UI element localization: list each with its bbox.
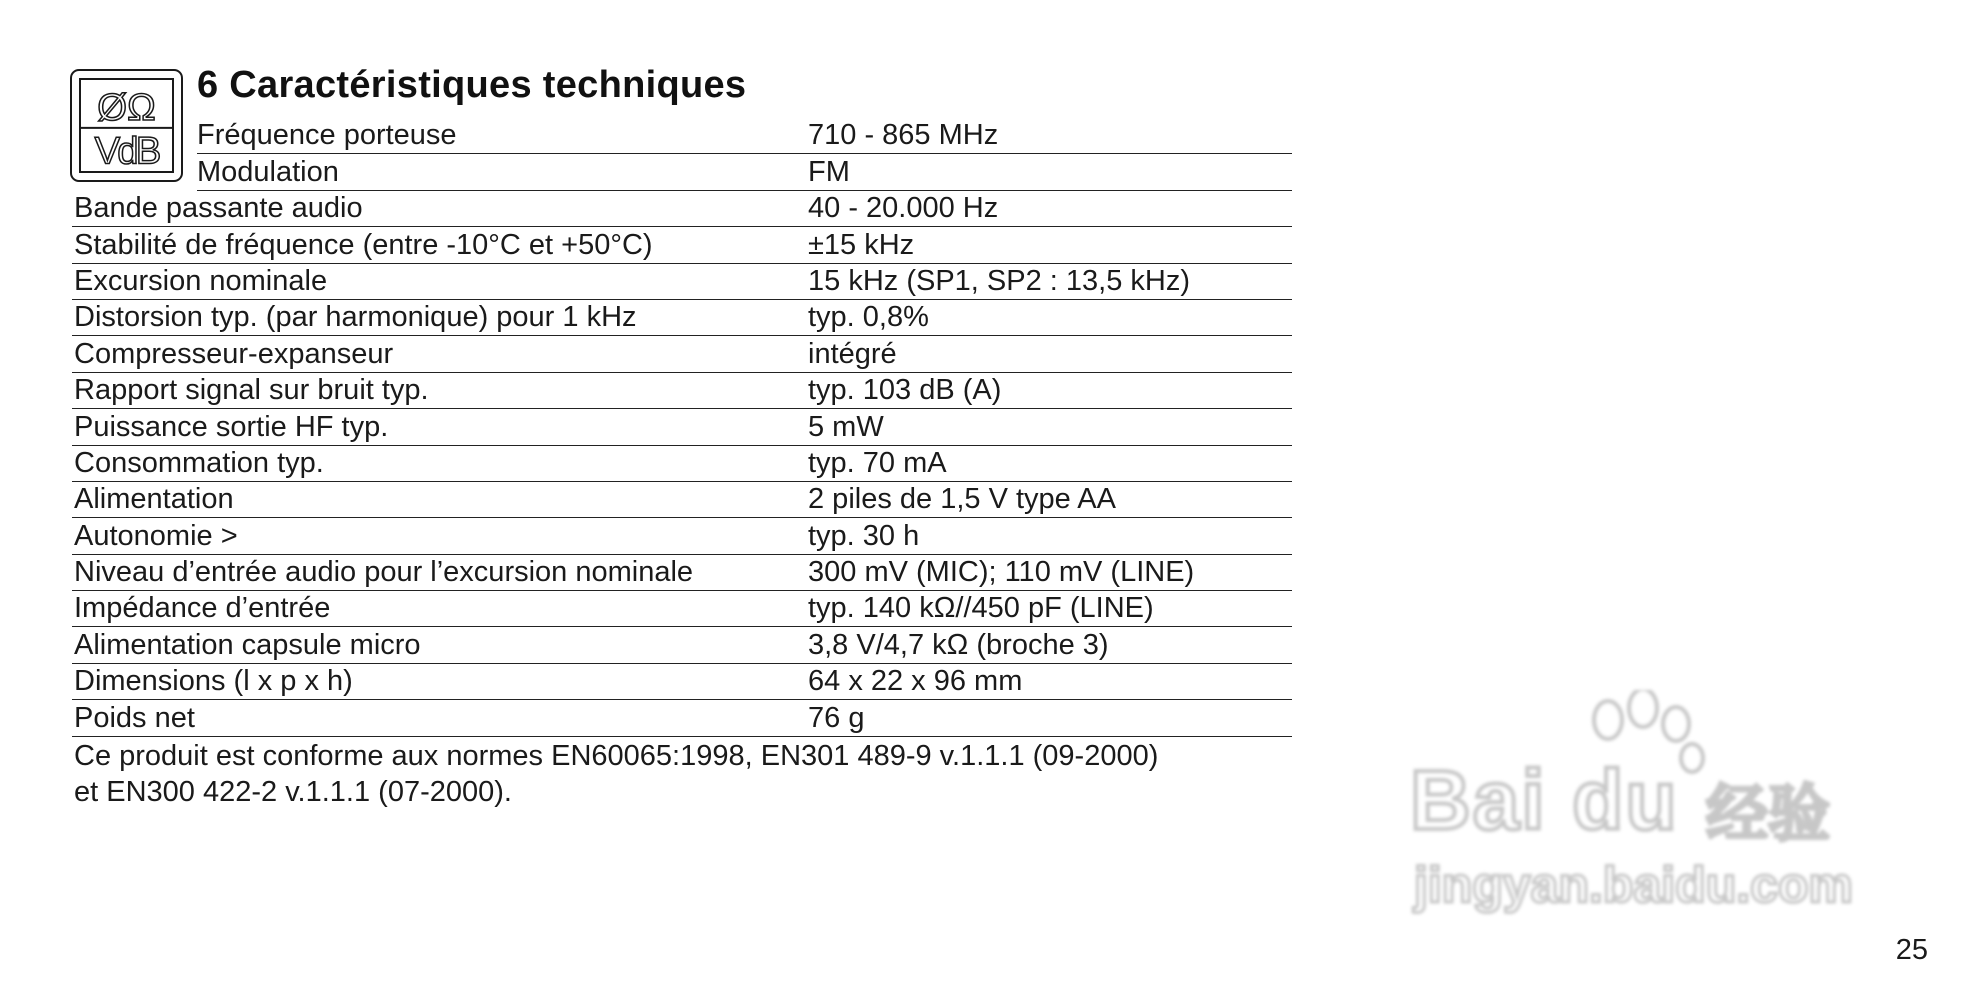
logo-line-1: ØΩ (97, 86, 156, 130)
spec-row (72, 373, 1292, 409)
spec-row (72, 700, 1292, 736)
spec-row (72, 627, 1292, 663)
spec-label: Excursion nominale (74, 264, 328, 297)
spec-row (72, 518, 1292, 554)
spec-value: 15 kHz (SP1, SP2 : 13,5 kHz) (808, 264, 1190, 297)
spec-row (72, 664, 1292, 700)
compliance-note-line-1: Ce produit est conforme aux normes EN60065:1998, EN301 489-9 v.1.1.1 (09-2000) (74, 740, 1159, 772)
spec-label: Fréquence porteuse (197, 119, 457, 152)
spec-value: typ. 0,8% (808, 301, 929, 334)
spec-value: 3,8 V/4,7 kΩ (broche 3) (808, 628, 1109, 661)
spec-label: Impédance d’entrée (74, 592, 331, 625)
baidu-watermark (1410, 690, 1880, 920)
spec-row (72, 264, 1292, 300)
spec-label: Modulation (197, 155, 339, 188)
spec-value: typ. 30 h (808, 519, 920, 552)
spec-row (72, 227, 1292, 263)
spec-label: Consommation typ. (74, 446, 324, 479)
logo-line-2: VdB (94, 129, 159, 171)
watermark-brand (1410, 752, 1679, 849)
spec-label: Niveau d’entrée audio pour l’excursion nominale (74, 556, 694, 589)
page-number: 25 (1895, 934, 1928, 966)
spec-row (72, 482, 1292, 518)
spec-value: intégré (808, 337, 897, 370)
watermark-url: jingyan.baidu.com (1414, 857, 1853, 913)
spec-label: Alimentation (74, 483, 234, 516)
spec-value: ±15 kHz (808, 228, 915, 261)
spec-label: Rapport signal sur bruit typ. (74, 374, 429, 407)
spec-label: Puissance sortie HF typ. (74, 410, 389, 443)
spec-value: typ. 70 mA (808, 446, 947, 479)
spec-row (197, 118, 1292, 154)
spec-label: Dimensions (l x p x h) (74, 665, 353, 698)
watermark-chinese: 经验 (1706, 780, 1831, 849)
spec-row (72, 409, 1292, 445)
spec-value: typ. 140 kΩ//450 pF (LINE) (808, 592, 1154, 625)
spec-label: Poids net (74, 701, 195, 734)
compliance-note-line-2: et EN300 422-2 v.1.1.1 (07-2000). (74, 776, 512, 808)
specifications-table (72, 118, 1292, 737)
section-title: 6 Caractéristiques techniques (197, 64, 747, 106)
spec-value: 40 - 20.000 Hz (808, 192, 999, 225)
spec-row (72, 300, 1292, 336)
spec-value: 2 piles de 1,5 V type AA (808, 483, 1116, 516)
spec-row (72, 336, 1292, 372)
spec-value: 64 x 22 x 96 mm (808, 665, 1023, 698)
spec-row (72, 591, 1292, 627)
spec-value: typ. 103 dB (A) (808, 374, 1002, 407)
spec-label: Alimentation capsule micro (74, 628, 421, 661)
spec-row (197, 154, 1292, 190)
watermark-brand-text: Bai (1410, 753, 1547, 847)
spec-value: FM (808, 155, 850, 188)
spec-value: 300 mV (MIC); 110 mV (LINE) (808, 556, 1195, 589)
spec-label: Autonomie > (74, 519, 238, 552)
spec-label: Bande passante audio (74, 192, 363, 225)
spec-value: 5 mW (808, 410, 884, 443)
spec-label: Stabilité de fréquence (entre -10°C et +50°C) (74, 228, 653, 261)
spec-label: Distorsion typ. (par harmonique) pour 1 kHz (74, 301, 637, 334)
spec-row (72, 555, 1292, 591)
spec-value: 710 - 865 MHz (808, 119, 999, 152)
compliance-note (74, 738, 1304, 810)
spec-row (72, 446, 1292, 482)
watermark-brand-du: du (1572, 753, 1679, 847)
spec-label: Compresseur-expanseur (74, 337, 394, 370)
spec-row (72, 191, 1292, 227)
spec-value: 76 g (808, 701, 865, 734)
